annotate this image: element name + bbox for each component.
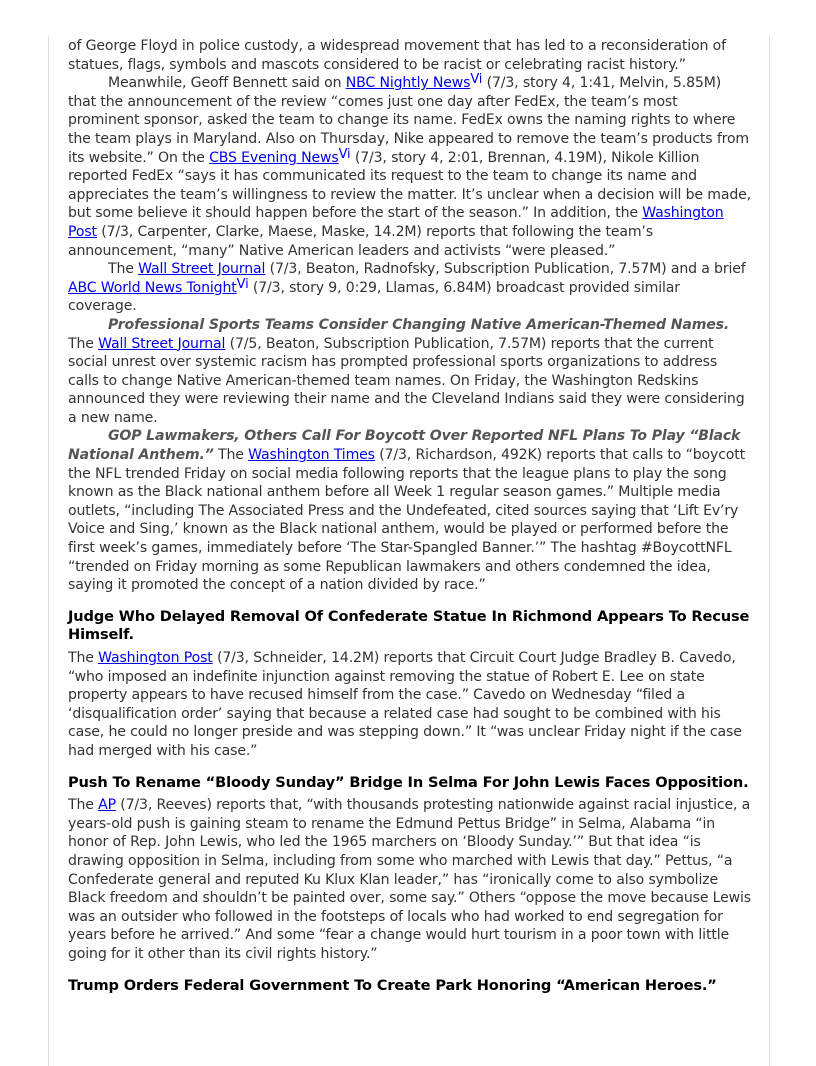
source-link[interactable]: ABC World News Tonight [68,279,237,296]
text-run: The [108,261,139,278]
story-headline [68,774,752,793]
text-run: (7/3, Beaton, Radnofsky, Subscription Publication, 7.57M) and a brief [265,261,746,278]
text-run: (7/3, Reeves) reports that, “with thousands protesting nationwide against racial injustice, a years-old push is gaining steam to rename the Edmund Pettus Bridge” in Selma, Alabama “in honor of Rep. John Lewis, who led the 1965 marchers on ‘Bloody Sunday.’” But that idea “is drawing opposition in Selma, including from some who marched with Lewis that day.” Pettus, “a Confederate general and reputed Ku Klux Klan leader,” has “ironically come to also symbolize Black freedom and shouldn’t be painted over, some say.” Others “oppose the move because Lewis was an outsider who followed in the footsteps of locals who had worked to end segregation for years before he arrived.” And some “fear a change would hurt tourism in a poor town with little going for it other than its civil rights history.” [68,797,751,962]
text-run: The [68,335,99,352]
text-run: Push To Rename “Bloody Sunday” Bridge In Selma For John Lewis Faces Opposition. [68,773,749,791]
text-run: (7/3, story 4, 1:41, Melvin, 5.85M) that the announcement of the review “comes just one day after FedEx, the team’s most prominent sponsor, asked the team to change its name. FedEx owns the naming rights to where the team plays in Maryland. Also on Thursday, Nike appeared to remove the team’s products from its website.” On the [68,75,750,166]
text-run: Judge Who Delayed Removal Of Confederate Statue In Richmond Appears To Recuse Himself. [68,607,750,644]
source-link[interactable]: Washington Post [98,650,213,666]
text-run: (7/3, Carpenter, Clarke, Maese, Maske, 14.2M) reports that following the team’s announcement, “many” Native American leaders and activists “were pleased.” [68,223,653,259]
source-link[interactable]: Wall Street Journal [98,335,226,352]
story-paragraph [68,260,752,316]
text-run: The [68,797,99,814]
inline-headline: GOP Lawmakers, Others Call For Boycott Over Reported NFL Plans To Play “Black National Anthem.” [68,428,741,464]
story-paragraph [68,649,752,761]
story-paragraph [68,37,752,74]
text-run: Meanwhile, Geoff Bennett said on [108,75,346,92]
text-run: Trump Orders Federal Government To Create Park Honoring “American Heroes.” [68,976,717,994]
source-link[interactable]: AP [98,797,116,814]
source-link[interactable]: Wall Street Journal [138,261,266,278]
text-run: of George Floyd in police custody, a widespread movement that has led to a reconsideration of statues, flags, symbols and mascots considered to be racist or celebrating racist history.” [68,38,726,73]
source-link[interactable]: NBC Nightly News [345,75,471,92]
text-run: (7/3, Richardson, 492K) reports that calls to “boycott the NFL trended Friday on social media following reports that the league plans to play the song known as the Black national anthem before all Week 1 regular season games.” Multiple media outlets, “including The Associated Press and the Undefeated, cited sources saying that ‘Lift Ev’ry Voice and Sing,’ known as the Black national anthem, would be played or performed before the first week’s games, immediately before ‘The Star-Spangled Banner.’” The hashtag #BoycottNFL “trended on Friday morning as some Republican lawmakers and others condemned the idea, saying it promoted the concept of a nation divided by race.” [68,447,746,594]
story-headline [68,608,752,645]
text-run: (7/3, story 9, 0:29, Llamas, 6.84M) broadcast provided similar coverage. [68,279,680,315]
text-run: (7/3, story 4, 2:01, Brennan, 4.19M), Nikole Killion reported FedEx “says it has communicated its request to the team to change its name and appreciates the team’s willingness to review the matter. It’s unclear when a decision will be made, but some believe it should happen before the start of the season.” In addition, the [68,149,751,222]
story-headline [68,977,752,996]
text-run: (7/5, Beaton, Subscription Publication, 7.57M) reports that the current social unrest over systemic racism has prompted professional sports organizations to address calls to change Native American-themed team names. On Friday, the Washington Redskins announced they were reviewing their name and the Cleveland Indians said they were considering a new name. [68,335,745,426]
text-run: (7/3, Schneider, 14.2M) reports that Circuit Court Judge Bradley B. Cavedo, “who imposed an indefinite injunction against removing the statue of Robert E. Lee on state property appears to have recused himself from the case.” Cavedo on Wednesday “filed a ‘disqualification order’ saying that because a related case had sought to be combined with his case, he could no longer preside and was stepping down.” It “was unclear Friday night if the case had merged with his case.” [68,650,742,759]
video-icon[interactable]: Vi [338,146,351,162]
story-paragraph [68,74,752,260]
source-link[interactable]: Washington Post [68,205,724,240]
source-link[interactable]: Washington Times [248,447,375,464]
inline-headline: Professional Sports Teams Consider Changing Native American-Themed Names. [108,316,730,333]
video-icon[interactable]: Vi [236,276,249,292]
text-run: The [68,650,99,666]
newsletter-body [68,37,752,999]
story-paragraph [68,427,752,594]
story-paragraph [68,316,752,428]
story-paragraph [68,796,752,963]
text-run: The [213,447,249,464]
video-icon[interactable]: Vi [470,72,483,88]
source-link[interactable]: CBS Evening News [209,149,339,166]
